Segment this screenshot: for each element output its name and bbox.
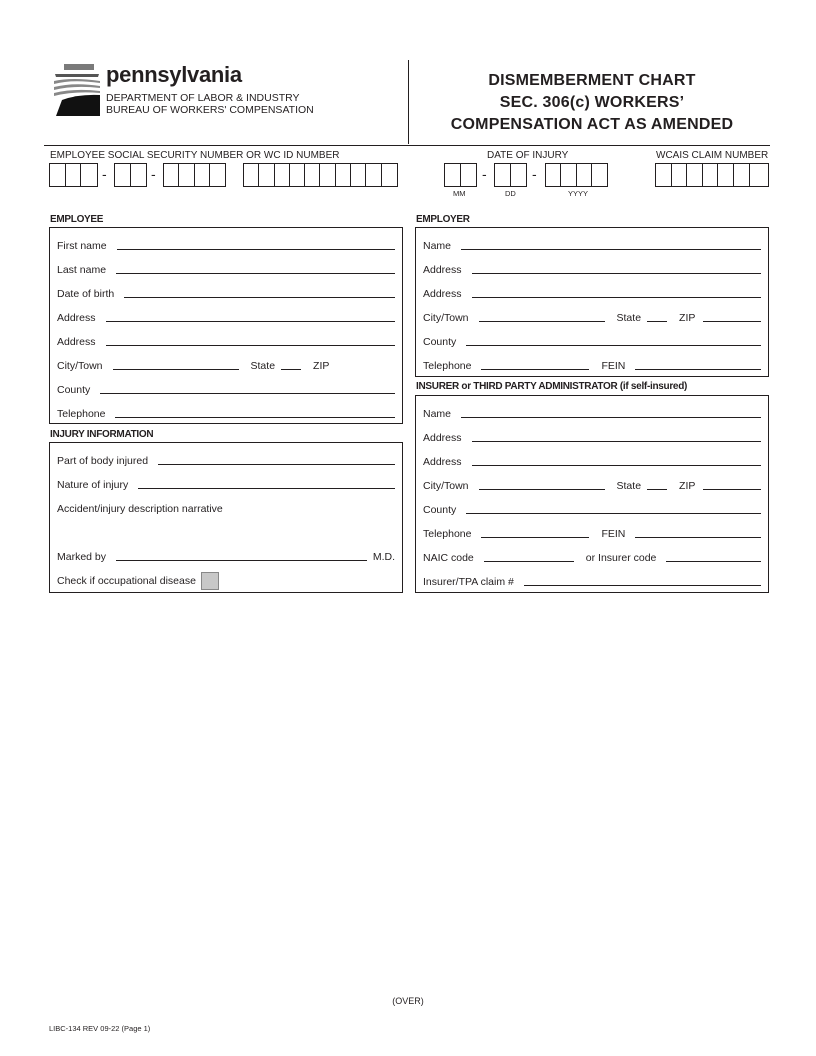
bureau-name: BUREAU OF WORKERS' COMPENSATION [106,104,314,116]
header-rule [44,145,770,146]
insurer-state-label: State [616,480,642,492]
insurer-code-line[interactable] [666,561,761,562]
narrative-field[interactable] [57,501,395,515]
employer-address2-line[interactable] [472,297,761,298]
county-line[interactable] [100,393,395,394]
insurer-address1-field[interactable] [423,430,761,444]
insurer-address1-label: Address [423,432,462,444]
md-label: M.D. [372,551,395,563]
telephone-line[interactable] [115,417,395,418]
address1-line[interactable] [106,321,395,322]
day-hint: DD [505,189,516,198]
marked-by-label: Marked by [57,551,107,563]
city-line[interactable] [113,369,239,370]
wcais-claim-input[interactable] [655,163,769,187]
injury-heading: INJURY INFORMATION [50,429,154,440]
first-name-line[interactable] [117,249,395,250]
insurer-name-label: Name [423,408,452,420]
department-name: DEPARTMENT OF LABOR & INDUSTRY [106,92,300,104]
employee-city-state-zip-field[interactable] [57,358,395,372]
ssn-part3-input[interactable] [163,163,226,187]
address2-line[interactable] [106,345,395,346]
employer-telephone-line[interactable] [481,369,589,370]
keystone-logo-icon [52,64,102,116]
occupational-disease-checkbox[interactable] [201,572,219,590]
last-name-label: Last name [57,264,107,276]
employee-first-name-field[interactable] [57,238,395,252]
body-part-label: Part of body injured [57,455,149,467]
employer-state-line[interactable] [647,321,667,322]
employer-address2-field[interactable] [423,286,761,300]
state-name: pennsylvania [106,62,242,87]
employer-county-line[interactable] [466,345,761,346]
state-label: State [250,360,276,372]
wc-id-input[interactable] [243,163,398,187]
insurer-zip-label: ZIP [679,480,696,492]
over-notice: (OVER) [392,996,424,1006]
employee-telephone-field[interactable] [57,406,395,420]
year-hint: YYYY [568,189,589,198]
insurer-name-line[interactable] [461,417,761,418]
employee-county-field[interactable] [57,382,395,396]
insurer-address1-line[interactable] [472,441,761,442]
ssn-part1-input[interactable] [49,163,98,187]
employee-address1-field[interactable] [57,310,395,324]
insurer-address2-line[interactable] [472,465,761,466]
employee-dob-field[interactable] [57,286,395,300]
dob-label: Date of birth [57,288,115,300]
date-of-injury-label: DATE OF INJURY [487,150,569,161]
employer-city-state-zip-field[interactable] [423,310,761,324]
occupational-label: Check if occupational disease [57,575,196,587]
address1-label: Address [57,312,96,324]
naic-line[interactable] [484,561,574,562]
injury-year-input[interactable] [545,163,608,187]
injury-day-input[interactable] [494,163,527,187]
nature-label: Nature of injury [57,479,129,491]
insurer-county-label: County [423,504,457,516]
city-label: City/Town [57,360,103,372]
ssn-label: EMPLOYEE SOCIAL SECURITY NUMBER OR WC ID NUMBER [50,150,340,161]
insurer-panel [415,395,769,593]
form-title [430,70,754,136]
insurer-heading: INSURER or THIRD PARTY ADMINISTRATOR (if self-insured) [416,381,688,392]
employer-state-label: State [616,312,642,324]
form-code: LIBC-134 REV 09-22 (Page 1) [49,1024,151,1033]
employer-name-label: Name [423,240,452,252]
insurer-claim-label: Insurer/TPA claim # [423,576,514,588]
insurer-address2-label: Address [423,456,462,468]
nature-field[interactable] [57,477,395,491]
employer-heading: EMPLOYER [416,214,470,225]
narrative-label: Accident/injury description narrative [57,503,223,515]
dob-line[interactable] [124,297,395,298]
insurer-code-label: or Insurer code [585,552,657,564]
insurer-fein-line[interactable] [635,537,761,538]
naic-code-field[interactable] [423,550,761,564]
insurer-address2-field[interactable] [423,454,761,468]
insurer-claim-field[interactable] [423,574,761,588]
employer-telephone-label: Telephone [423,360,472,372]
injury-panel [49,442,403,593]
zip-label: ZIP [313,360,330,372]
last-name-line[interactable] [116,273,395,274]
insurer-state-line[interactable] [647,489,667,490]
insurer-city-label: City/Town [423,480,469,492]
insurer-county-field[interactable] [423,502,761,516]
marked-by-line[interactable] [116,560,367,561]
ssn-dash-2: - [151,166,156,182]
title-line-3: COMPENSATION ACT AS AMENDED [450,116,734,133]
month-hint: MM [453,189,466,198]
employee-panel [49,227,403,424]
state-line[interactable] [281,369,301,370]
insurer-claim-line[interactable] [524,585,761,586]
employer-name-field[interactable] [423,238,761,252]
employer-address1-line[interactable] [472,273,761,274]
employer-name-line[interactable] [461,249,761,250]
employer-zip-label: ZIP [679,312,696,324]
insurer-name-field[interactable] [423,406,761,420]
employer-city-label: City/Town [423,312,469,324]
employer-address2-label: Address [423,288,462,300]
employer-fein-line[interactable] [635,369,761,370]
nature-line[interactable] [138,488,395,489]
date-dash-2: - [532,166,537,182]
telephone-label: Telephone [57,408,106,420]
employee-address2-field[interactable] [57,334,395,348]
title-line-1: DISMEMBERMENT CHART [488,72,696,89]
first-name-label: First name [57,240,107,252]
county-label: County [57,384,91,396]
insurer-city-line[interactable] [479,489,605,490]
employer-telephone-fein-field[interactable] [423,358,761,372]
employer-address1-field[interactable] [423,262,761,276]
employer-address1-label: Address [423,264,462,276]
address2-label: Address [57,336,96,348]
body-part-line[interactable] [158,464,395,465]
injury-month-input[interactable] [444,163,477,187]
employee-last-name-field[interactable] [57,262,395,276]
employee-heading: EMPLOYEE [50,214,104,225]
date-dash-1: - [482,166,487,182]
employer-county-label: County [423,336,457,348]
header-divider [408,60,409,144]
wcais-claim-label: WCAIS CLAIM NUMBER [656,150,769,161]
insurer-telephone-fein-field[interactable] [423,526,761,540]
insurer-fein-label: FEIN [601,528,626,540]
employer-county-field[interactable] [423,334,761,348]
insurer-telephone-line[interactable] [481,537,589,538]
employer-city-line[interactable] [479,321,605,322]
employer-fein-label: FEIN [601,360,626,372]
insurer-city-state-zip-field[interactable] [423,478,761,492]
employer-panel [415,227,769,377]
marked-by-field[interactable] [57,549,395,563]
insurer-zip-line[interactable] [703,489,761,490]
ssn-dash-1: - [102,166,107,182]
insurer-telephone-label: Telephone [423,528,472,540]
occupational-disease-field[interactable] [57,571,395,591]
employer-zip-line[interactable] [703,321,761,322]
body-part-field[interactable] [57,453,395,467]
ssn-part2-input[interactable] [114,163,147,187]
naic-label: NAIC code [423,552,474,564]
title-line-2: SEC. 306(c) WORKERS’ [499,94,685,111]
insurer-county-line[interactable] [466,513,761,514]
